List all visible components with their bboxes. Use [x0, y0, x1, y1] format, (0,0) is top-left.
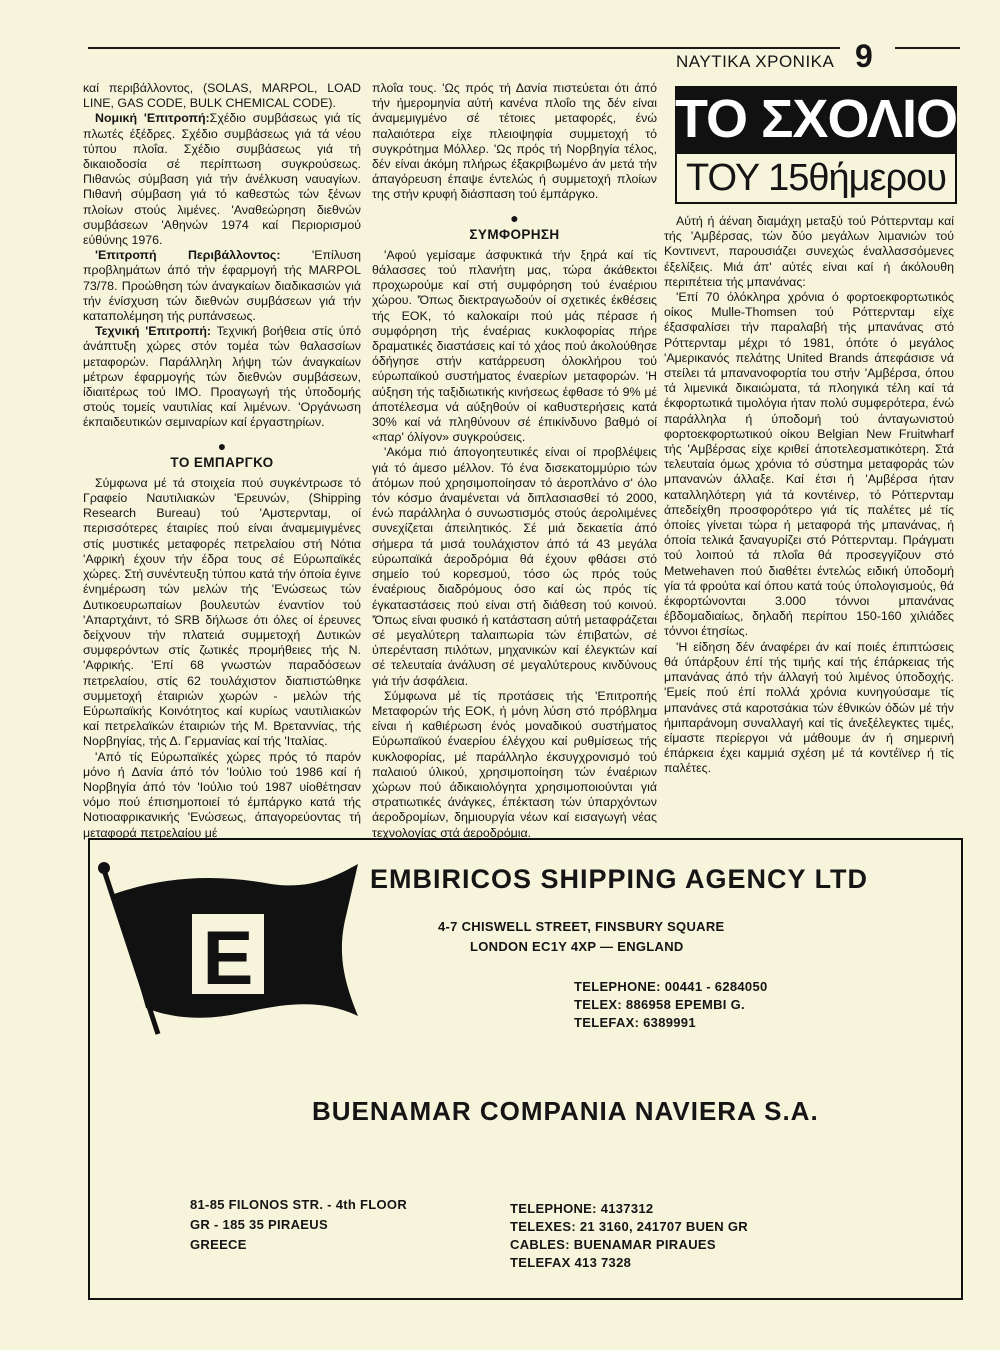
article-column-1 — [83, 81, 361, 841]
company-name-embiricos: EMBIRICOS SHIPPING AGENCY LTD — [370, 864, 869, 894]
paragraph-heading: Τεχνική 'Επιτροπή: — [95, 324, 212, 339]
column-title-main: ΤΟ ΣΧΟΛΙΟ — [675, 86, 957, 152]
article-column-3 — [664, 214, 954, 777]
address-line: GR - 185 35 PIRAEUS — [190, 1217, 328, 1232]
telefax: TELEFAX 413 7328 — [510, 1255, 632, 1270]
paragraph-text: Τεχνική βοήθεια στίς ύπό άνάπτυξη χώρες στόν τομέα τών θαλασσίων μεταφορών. Παράλληλη λήψη τών άναγκαίων μέτρων έφαρμογής τών διεθνών συμβάσεων, ίδιαιτέρως τού ΙΜΟ. Προαγωγή τής ύποδομής στούς τομείς ναυτιλίας καί λιμένων. 'Οργάνωση έκπαιδευτικών σεμιναρίων καί έργαστηρίων. — [83, 324, 361, 430]
paragraph-text: 'Επίλυση προβλημάτων άπό τήν έφαρμογή τής MARPOL 73/78. Προώθηση τών άναγκαίων διαδικασιών γιά τήν ένίσχυση τών διεθνών συμβάσεων γιά τήν καταπολέμηση τής ρυπάνσεως. — [83, 248, 361, 324]
advertisement — [88, 838, 963, 1300]
column-title-sub: ΤΟΥ 15θήμερου — [675, 152, 957, 204]
paragraph: 'Επί 70 όλόκληρα χρόνια ό φορτοεκφορτωτικός οίκος Mulle-Thomsen τού Ρόττερνταμ είχε έξασφαλίσει τήν παραλαβή τής μπανάνας στό Ρόττερνταμ μέχρι τό 1981, όπότε ό μεγάλος 'Αμερικανός πελάτης United Brands άπεφάσισε νά στείλει τά μπανανοφορτία του στήν 'Αμβέρσα, όπου τά λιμενικά δικαιώματα, τά πλοηγικά τέλη καί τά έκφορτωτικά τιμολόγια ήταν πολύ συμφερότερα, ένώ παράλληλα ή ύποδομή τού άνταγωνιστού φορτοεκφορτωτικού οίκου Belgian New Fruitwharf τής 'Αμβέρσας είχε κριθεί άποτελεσματικότερη. Στά τελευταία όμως χρόνια τό σύστημα μεταφοράς τών μπανανών άλλαξε. Καί έτσι ή 'Αμβέρσα ήταν καταλληλότερη γιά τά κοντέινερ, τό Ρόττερνταμ άπεδείχθη προσφορότερο γιά τίς παλέτες μέ τίς όποίες γίνεται τώρα ή μεταφορά τής μπανάνας, ή όποία τελικά ξαναγυρίζει στό Ρόττερνταμ. Πράγματι τού λοιπού τά πλοΐα θά προσεγγίζουν στό Metwehaven πού διαθέτει έντελώς ειδική ύποδομή γία τά φρούτα καί όπου κατά τούς ύπολογισμούς, θά έκφορτώνονται 3.000 τόννοι μπανάνας έβδομαδιαίως, δηλαδή περίπου 150-160 χιλιάδες τόννοι έτησίως. — [664, 290, 954, 639]
company-flag-logo — [96, 856, 361, 1036]
paragraph — [83, 324, 361, 430]
paragraph: 'Από τίς Εύρωπαϊκές χώρες πρός τό παρόν μόνο ή Δανία άπό τόν 'Ιούλιο τού 1986 καί ή Νορβηγία άπό τόν 'Ιούλιο τού 1987 υίοθέτησαν νόμο πού έπισημοποιεί τό έμπάργκο κατά τής Νοτιοαφρικανικής 'Ενώσεως, άπαγορεύοντας τή μεταφορά πετρελαίου μέ — [83, 749, 361, 840]
paragraph: 'Αφού γεμίσαμε άσφυκτικά τήν ξηρά καί τίς θάλασσες τού πλανήτη μας, τώρα άκάθεκτοι προχωρούμε καί στή συμφόρηση τού έναέριου χώρου. 'Όπως διεκτραγωδούν οί σχετικές έκθέσεις τής ΕΟΚ, τό καλοκαίρι πού μάς πέρασε ή συμφόρηση τής έναέριας κυκλοφορίας πήρε δραματικές διαστάσεις καί τό χάος πού άκολούθησε όδήγησε στήν κατάρρευση όλοκλήρου τού εύρωπαϊκού συστήματος έναερίων μεταφορών. 'Η αύξηση τής ταξιδιωτικής κινήσεως έφθασε τό 9% μέ άποτέλεσμα νά αύξηθούν οί καθυστερήσεις κατά 30% καί νά πληθύνουν σέ έπικίνδυνο βαθμό οί «παρ' όλίγον» συγκρούσεις. — [372, 247, 657, 445]
address-line: 81-85 FILONOS STR. - 4th FLOOR — [190, 1197, 408, 1212]
section-bullet: ● — [510, 209, 519, 226]
telefax: TELEFAX: 6389991 — [574, 1015, 696, 1030]
telephone: TELEPHONE: 4137312 — [510, 1201, 654, 1216]
address-line: 4-7 CHISWELL STREET, FINSBURY SQUARE — [438, 919, 725, 934]
paragraph-text: Σχέδιο συμβάσεως γιά τίς πλωτές έξέδρες. Σχέδιο συμβάσεως γιά τά νέου τύπου πλοΐα. Σχέδιο συμβάσεως γιά τή δικαιοδοσία σέ περίπτωση συγκρούσεως. Πιθανώς σύμβαση γιά τήν άνέλκυση ναυαγίων. Πιθανή σύμβαση γιά τό καθεστώς τών ξένων πλοίων στούς λιμένες. 'Αναθεώρηση διεθνών συμβάσεων 'Αθηνών 1974 καί Περιορισμού εύθύνης 1976. — [83, 111, 361, 248]
section-bullet: ● — [217, 437, 227, 454]
flag-letter: E — [202, 916, 254, 1001]
header-rule-right — [895, 47, 960, 49]
header-rule-left — [88, 47, 840, 49]
telex: TELEX: 886958 EPEMBI G. — [574, 997, 745, 1012]
paragraph-heading: Νομική 'Επιτροπή: — [95, 111, 210, 126]
article-column-2 — [372, 81, 657, 841]
paragraph-heading: 'Επιτροπή Περιβάλλοντος: — [95, 248, 281, 263]
section-heading: ΤΟ ΕΜΠΑΡΓΚΟ — [170, 454, 274, 470]
paragraph — [83, 248, 361, 324]
page-number: 9 — [855, 38, 873, 74]
address-line: GREECE — [190, 1237, 247, 1252]
paragraph: καί περιβάλλοντος, (SOLAS, MARPOL, LOAD LINE, GAS CODE, BULK CHEMICAL CODE). — [83, 81, 361, 111]
telephone: TELEPHONE: 00441 - 6284050 — [574, 979, 768, 994]
section-heading: ΣΥΜΦΟΡΗΣΗ — [469, 226, 560, 242]
paragraph: Σύμφωνα μέ τά στοιχεία πού συγκέντρωσε τό Γραφείο Ναυτιλιακών 'Ερευνών, (Shipping Research Bureau) τού 'Αμστερνταμ, οί περισσότερες έταιρίες πού είναι άναμεμιγμένες στίς μυστικές μεταφορές πετρελαίου στή Νότια 'Αφρική έχουν τήν έδρα τους σέ Εύρωπαϊκές χώρες. Στή συνέντευξη τύπου κατά τήν όποία έγινε ένημέρωση τών μελών τής 'Ενώσεως τών Δυτικοευρωπαίων βουλευτών έναντίον τού 'Απαρτχάιντ, τό SRB δήλωσε ότι όλες οί έρευνες δείχνουν τήν πλατειά συμμετοχή Δυτικών συμφερόντων στίς ζωτικές προμήθειες τής Ν. 'Αφρικής. 'Επί 68 γνωστών παραδόσεων πετρελαίου, στίς 62 τουλάχιστον διαπιστώθηκε συμμετοχή έταιριών χωρών - μελών τής Εύρωπαϊκής Κοινότητος καί κυρίως ναυτιλιακών καί πετρελαϊκών έταιριών τής Μ. Βρεταννίας, τής Νορβηγίας, τής Δ. Γερμανίας καί τής 'Ιταλίας. — [83, 475, 361, 749]
paragraph: 'Ακόμα πιό άπογοητευτικές είναι οί προβλέψεις γιά τό άμεσο μέλλον. Τό ένα δισεκατομμύριο τών άτόμων πού χρησιμοποίησαν τό άεροπλάνο σ' όλο τόν κόσμο άναμένεται νά διπλασιασθεί τό 2000, ένώ παράλληλα ό συνωστισμός στούς άερολιμένες συνεχίζεται άπειλητικός. Σέ μιά δεκαετία άπό σήμερα τά μισά τουλάχιστον άπό τά 43 μεγάλα εύρωπαϊκά άεροδρόμια θά έχουν φθάσει στό σημείο τού κορεσμού, τόσο ώς πρός τούς έναέριους διαδρόμους όσο καί ώς πρός τίς έγκαταστάσεις πού είναι στή διάθεση τού κοινού. 'Όπως είναι φυσικό ή κατάσταση αύτή μεταφράζεται σέ μεγαλύτερη ταλαιπωρία τών έπιβατών, σέ ύπερένταση πιλότων, μηχανικών καί έλεγκτών καί σέ τελευταία άνάλυση σέ μεγαλύτερους κινδύνους γιά τήν άσφάλεια. — [372, 445, 657, 688]
paragraph: Σύμφωνα μέ τίς προτάσεις τής 'Επιτροπής Μεταφορών τής ΕΟΚ, ή μόνη λύση στό πρόβλημα είναι ή καθιέρωση ένός μοναδικού συστήματος Εύρωπαϊκού έναερίου έλέγχου καί ρυθμίσεως τής κυκλοφορίας, μέ παράλληλο έκσυγχρονισμό τού παλαιού ύλικού, χρησιμοποίηση τών έναέριων χώρων πού άδικαιολόγητα χρησιμοποιούνται γιά στρατιωτικές άνάγκες, έπέκταση τών ύπαρχόντων άεροδρομίων, δημιουργία νέων καί εισαγωγή νέας τεχνολογίας στά άεροδρόμια. — [372, 688, 657, 840]
paragraph: πλοΐα τους. 'Ως πρός τή Δανία πιστεύεται ότι άπό τήν ήμερομηνία αύτή κανένα πλοΐο της δέν είναι άναμεμιγμένο σέ τέτοιες μεταφορές, ένώ παλαιότερα είχε πλειοψηφία συμμετοχή τό συγκρότημα Μόλλερ. 'Ως πρός τή Νορβηγία τέλος, δέν είναι άκόμη πλήρως έξακριβωμένο άν μετά τήν άπαγόρευση έπαψε έντελώς ή συμμετοχή πλοίων της στήν κρυφή διάσπαση τού έμπάργκο. — [372, 81, 657, 202]
magazine-name: ΝΑΥΤΙΚΑ ΧΡΟΝΙΚΑ — [676, 52, 835, 71]
address-line: LONDON EC1Y 4XP — ENGLAND — [470, 939, 684, 954]
company-name-buenamar: BUENAMAR COMPANIA NAVIERA S.A. — [312, 1096, 819, 1126]
telexes: TELEXES: 21 3160, 241707 BUEN GR — [510, 1219, 748, 1234]
paragraph: Αύτή ή άέναη διαμάχη μεταξύ τού Ρόττερνταμ καί τής 'Αμβέρσας, τών δύο μεγάλων λιμανιών τού Κοντινεντ, παρουσιάζει συνεχώς έναλλασσόμενες έξελίξεις. Μιά άπ' αύτές είναι καί ή άκόλουθη περιπέτεια τής μπανάνας: — [664, 214, 954, 289]
cables: CABLES: BUENAMAR PIRAUES — [510, 1237, 716, 1252]
paragraph: 'Η είδηση δέν άναφέρει άν καί ποιές έπιπτώσεις θά ύπάρξουν έπί τής τιμής καί τής έπάρκειας τής μπανάνας άπό τήν άλλαγή τού λιμένος ύποδοχής. 'Εμείς πού έπί πολλά χρόνια κυνηγούσαμε τίς μπανάνες στά καροτσάκια τών έθνικών όδών μέ τήν ήμιπαράνομη συναλλαγή καί τίς άνεξέλεγκτες τιμές, είμαστε περίεργοι νά μάθουμε άν ή σημερινή έπάρκεια έχει καμμιά σχέση μέ τά κοντέϊνερ ή τίς παλέτες. — [664, 639, 954, 776]
paragraph — [83, 111, 361, 248]
flag-icon — [96, 856, 361, 1036]
